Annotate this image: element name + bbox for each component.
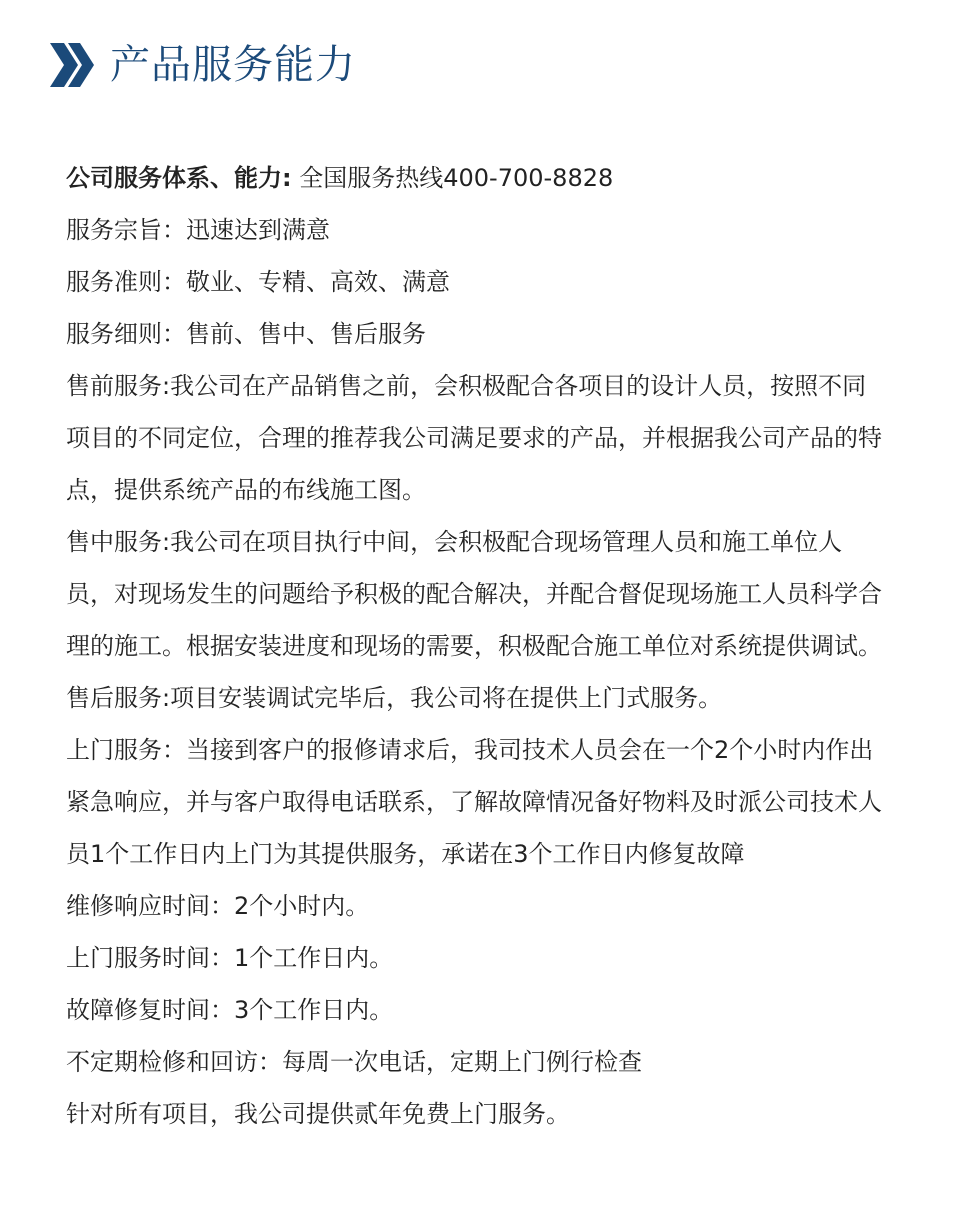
response-time: 维修响应时间：2个小时内。 (66, 892, 370, 920)
hotline-text: 全国服务热线400-700-8828 (299, 164, 614, 192)
repair-time: 故障修复时间：3个工作日内。 (66, 996, 394, 1024)
page-title: 产品服务能力 (110, 42, 356, 88)
onsite-service: 上门服务：当接到客户的报修请求后，我司技术人员会在一个2个小时内作出紧急响应，并与客户取得电话联系，了解故障情况备好物料及时派公司技术人员1个工作日内上门为其提供服务，承诺在3个工作日内修复故障 (66, 736, 882, 868)
double-chevron-right-icon (48, 41, 98, 89)
intro-line (66, 152, 886, 204)
pre-sale-service: 售前服务:我公司在产品销售之前，会积极配合各项目的设计人员，按照不同项目的不同定位，合理的推荐我公司满足要求的产品，并根据我公司产品的特点，提供系统产品的布线施工图。 (66, 372, 882, 504)
after-sale-service: 售后服务:项目安装调试完毕后，我公司将在提供上门式服务。 (66, 684, 723, 712)
service-content (66, 152, 886, 1140)
service-principle: 服务准则：敬业、专精、高效、满意 (66, 268, 450, 296)
intro-label: 公司服务体系、能力: (66, 164, 292, 192)
inspection-visit: 不定期检修和回访：每周一次电话，定期上门例行检查 (66, 1048, 642, 1076)
free-service: 针对所有项目，我公司提供贰年免费上门服务。 (66, 1100, 570, 1128)
page-header (48, 38, 356, 92)
onsite-time: 上门服务时间：1个工作日内。 (66, 944, 394, 972)
service-purpose: 服务宗旨：迅速达到满意 (66, 216, 330, 244)
service-details: 服务细则：售前、售中、售后服务 (66, 320, 426, 348)
in-sale-service: 售中服务:我公司在项目执行中间，会积极配合现场管理人员和施工单位人员，对现场发生的问题给予积极的配合解决，并配合督促现场施工人员科学合理的施工。根据安装进度和现场的需要，积极配合施工单位对系统提供调试。 (66, 528, 882, 660)
